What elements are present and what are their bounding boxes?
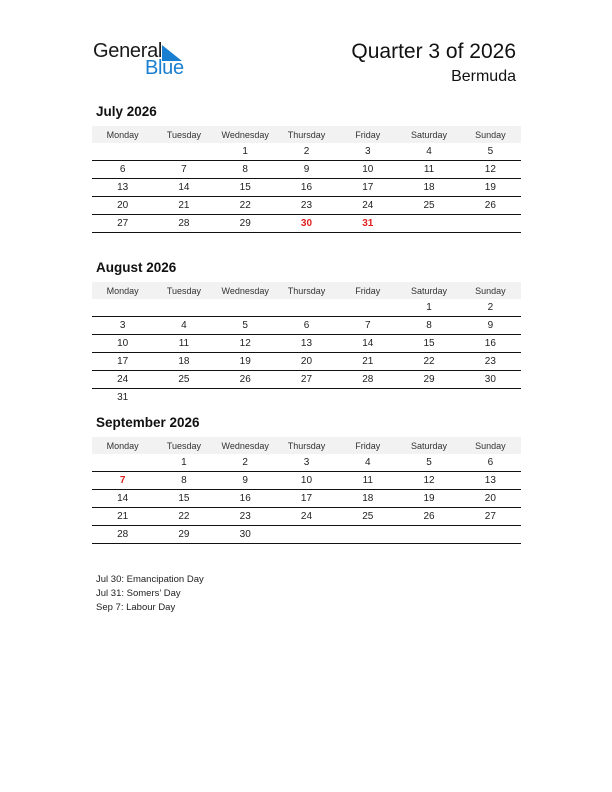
day-cell: 30 xyxy=(460,371,521,389)
day-cell: 14 xyxy=(92,490,153,508)
day-cell: 28 xyxy=(92,526,153,544)
day-cell: 22 xyxy=(215,197,276,215)
day-cell: 25 xyxy=(398,197,459,215)
month-title: August 2026 xyxy=(96,260,177,275)
day-cell: 1 xyxy=(398,299,459,317)
day-cell: 29 xyxy=(215,215,276,233)
calendar-table xyxy=(92,282,521,406)
day-cell: 20 xyxy=(92,197,153,215)
weekday-header: Monday xyxy=(92,282,153,299)
day-cell: 16 xyxy=(276,179,337,197)
day-cell: 17 xyxy=(276,490,337,508)
week-row xyxy=(92,472,521,490)
day-cell: 18 xyxy=(153,353,214,371)
weekday-header-row xyxy=(92,282,521,299)
empty-day-cell xyxy=(215,389,276,407)
day-cell: 19 xyxy=(398,490,459,508)
empty-day-cell xyxy=(398,526,459,544)
day-cell: 23 xyxy=(215,508,276,526)
month-title: September 2026 xyxy=(96,415,200,430)
day-cell: 22 xyxy=(153,508,214,526)
weekday-header: Sunday xyxy=(460,126,521,143)
day-cell: 29 xyxy=(398,371,459,389)
empty-day-cell xyxy=(398,215,459,233)
weekday-header: Wednesday xyxy=(215,437,276,454)
day-cell: 14 xyxy=(337,335,398,353)
day-cell: 10 xyxy=(276,472,337,490)
day-cell: 3 xyxy=(92,317,153,335)
empty-day-cell xyxy=(337,299,398,317)
day-cell: 13 xyxy=(92,179,153,197)
day-cell: 28 xyxy=(153,215,214,233)
empty-day-cell xyxy=(460,215,521,233)
day-cell: 13 xyxy=(276,335,337,353)
week-row xyxy=(92,454,521,472)
weekday-header: Monday xyxy=(92,437,153,454)
day-cell: 24 xyxy=(337,197,398,215)
day-cell: 26 xyxy=(215,371,276,389)
holiday-day-cell: 30 xyxy=(276,215,337,233)
logo-general-text: General xyxy=(93,40,163,62)
day-cell: 4 xyxy=(153,317,214,335)
day-cell: 21 xyxy=(153,197,214,215)
empty-day-cell xyxy=(337,389,398,407)
day-cell: 20 xyxy=(276,353,337,371)
day-cell: 13 xyxy=(460,472,521,490)
day-cell: 25 xyxy=(337,508,398,526)
week-row xyxy=(92,299,521,317)
day-cell: 11 xyxy=(153,335,214,353)
weekday-header-row xyxy=(92,437,521,454)
day-cell: 1 xyxy=(215,143,276,161)
day-cell: 20 xyxy=(460,490,521,508)
day-cell: 1 xyxy=(153,454,214,472)
day-cell: 28 xyxy=(337,371,398,389)
empty-day-cell xyxy=(276,299,337,317)
holiday-day-cell: 31 xyxy=(337,215,398,233)
week-row xyxy=(92,389,521,407)
day-cell: 15 xyxy=(215,179,276,197)
weekday-header: Wednesday xyxy=(215,282,276,299)
week-row xyxy=(92,335,521,353)
logo-blue-text: Blue xyxy=(145,57,184,79)
day-cell: 18 xyxy=(337,490,398,508)
empty-day-cell xyxy=(92,299,153,317)
weekday-header: Tuesday xyxy=(153,282,214,299)
day-cell: 7 xyxy=(153,161,214,179)
day-cell: 27 xyxy=(92,215,153,233)
day-cell: 26 xyxy=(460,197,521,215)
page-title: Quarter 3 of 2026 xyxy=(351,40,516,63)
weekday-header: Sunday xyxy=(460,437,521,454)
day-cell: 2 xyxy=(276,143,337,161)
weekday-header: Thursday xyxy=(276,437,337,454)
day-cell: 2 xyxy=(460,299,521,317)
day-cell: 25 xyxy=(153,371,214,389)
day-cell: 10 xyxy=(92,335,153,353)
day-cell: 3 xyxy=(276,454,337,472)
day-cell: 6 xyxy=(460,454,521,472)
empty-day-cell xyxy=(276,389,337,407)
day-cell: 6 xyxy=(276,317,337,335)
week-row xyxy=(92,317,521,335)
day-cell: 7 xyxy=(337,317,398,335)
day-cell: 16 xyxy=(460,335,521,353)
month-september xyxy=(92,415,521,544)
empty-day-cell xyxy=(276,526,337,544)
weekday-header: Tuesday xyxy=(153,126,214,143)
empty-day-cell xyxy=(398,389,459,407)
day-cell: 14 xyxy=(153,179,214,197)
month-july xyxy=(92,104,521,233)
week-row xyxy=(92,179,521,197)
empty-day-cell xyxy=(92,143,153,161)
weekday-header: Sunday xyxy=(460,282,521,299)
holiday-note: Jul 30: Emancipation Day xyxy=(96,574,204,585)
week-row xyxy=(92,197,521,215)
empty-day-cell xyxy=(460,389,521,407)
day-cell: 9 xyxy=(215,472,276,490)
week-row xyxy=(92,508,521,526)
holiday-note: Jul 31: Somers’ Day xyxy=(96,588,181,599)
weekday-header: Friday xyxy=(337,437,398,454)
calendar-table xyxy=(92,437,521,544)
day-cell: 12 xyxy=(460,161,521,179)
week-row xyxy=(92,526,521,544)
weekday-header: Friday xyxy=(337,126,398,143)
day-cell: 27 xyxy=(276,371,337,389)
empty-day-cell xyxy=(215,299,276,317)
day-cell: 11 xyxy=(337,472,398,490)
weekday-header: Friday xyxy=(337,282,398,299)
empty-day-cell xyxy=(92,454,153,472)
week-row xyxy=(92,371,521,389)
holiday-note: Sep 7: Labour Day xyxy=(96,602,176,613)
weekday-header: Saturday xyxy=(398,282,459,299)
day-cell: 19 xyxy=(215,353,276,371)
day-cell: 3 xyxy=(337,143,398,161)
week-row xyxy=(92,143,521,161)
day-cell: 5 xyxy=(460,143,521,161)
day-cell: 31 xyxy=(117,392,129,403)
day-cell: 29 xyxy=(153,526,214,544)
day-cell: 24 xyxy=(92,371,153,389)
day-cell: 5 xyxy=(398,454,459,472)
weekday-header: Thursday xyxy=(276,126,337,143)
day-cell: 21 xyxy=(337,353,398,371)
empty-day-cell xyxy=(153,389,214,407)
day-cell: 21 xyxy=(92,508,153,526)
day-cell: 9 xyxy=(276,161,337,179)
month-august xyxy=(92,260,521,406)
day-cell: 11 xyxy=(398,161,459,179)
day-cell: 26 xyxy=(398,508,459,526)
day-cell: 27 xyxy=(460,508,521,526)
day-cell: 9 xyxy=(460,317,521,335)
day-cell: 4 xyxy=(337,454,398,472)
week-row xyxy=(92,161,521,179)
day-cell: 19 xyxy=(460,179,521,197)
day-cell: 17 xyxy=(92,353,153,371)
day-cell: 8 xyxy=(398,317,459,335)
empty-day-cell xyxy=(153,299,214,317)
empty-day-cell xyxy=(153,143,214,161)
weekday-header: Tuesday xyxy=(153,437,214,454)
weekday-header: Thursday xyxy=(276,282,337,299)
day-cell: 4 xyxy=(398,143,459,161)
month-title: July 2026 xyxy=(96,104,157,119)
day-cell: 18 xyxy=(398,179,459,197)
week-row xyxy=(92,353,521,371)
weekday-header: Monday xyxy=(92,126,153,143)
day-cell: 16 xyxy=(215,490,276,508)
day-cell: 15 xyxy=(153,490,214,508)
calendar-table xyxy=(92,126,521,233)
day-cell: 10 xyxy=(337,161,398,179)
day-cell: 23 xyxy=(460,353,521,371)
empty-day-cell xyxy=(460,526,521,544)
day-cell: 22 xyxy=(398,353,459,371)
weekday-header: Wednesday xyxy=(215,126,276,143)
day-cell: 15 xyxy=(398,335,459,353)
day-cell: 5 xyxy=(215,317,276,335)
weekday-header: Saturday xyxy=(398,437,459,454)
day-cell: 12 xyxy=(398,472,459,490)
day-cell: 2 xyxy=(215,454,276,472)
day-cell: 8 xyxy=(153,472,214,490)
day-cell: 17 xyxy=(337,179,398,197)
weekday-header: Saturday xyxy=(398,126,459,143)
holiday-day-cell: 7 xyxy=(92,472,153,490)
country-name: Bermuda xyxy=(451,68,516,85)
logo xyxy=(93,40,193,80)
day-cell: 23 xyxy=(276,197,337,215)
day-cell: 6 xyxy=(92,161,153,179)
day-cell: 30 xyxy=(215,526,276,544)
day-cell: 8 xyxy=(215,161,276,179)
empty-day-cell xyxy=(337,526,398,544)
weekday-header-row xyxy=(92,126,521,143)
day-cell: 12 xyxy=(215,335,276,353)
holiday-notes xyxy=(96,573,204,615)
week-row xyxy=(92,490,521,508)
week-row xyxy=(92,215,521,233)
day-cell: 24 xyxy=(276,508,337,526)
